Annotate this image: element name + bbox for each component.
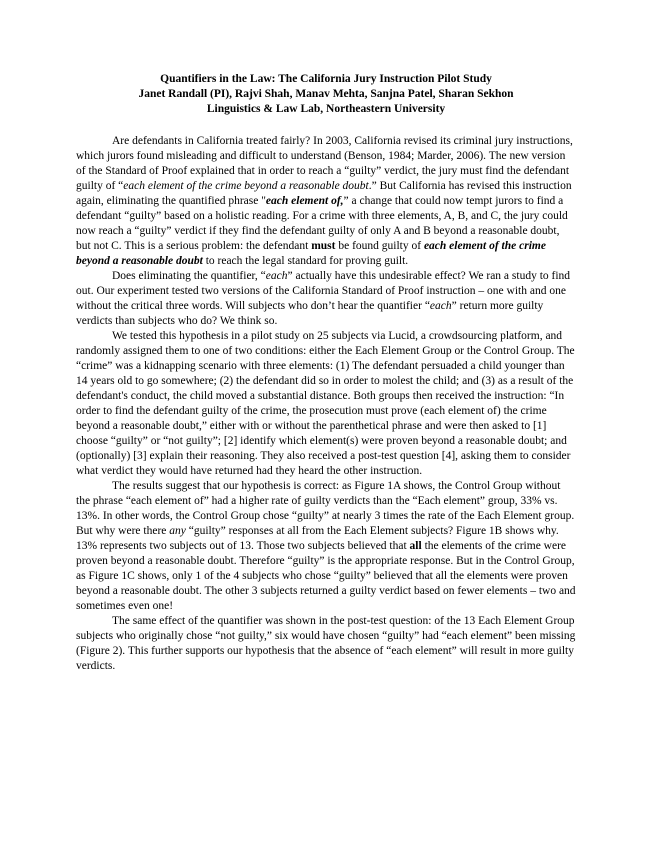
text-segment: We tested this hypothesis in a pilot study on 25 subjects via Lucid, a crowdsourcing platform, and randomly assigned them to one of two conditions: either the Each Element Group or the Control Group. The “crime” was a kidnapping scenario with three elements: (1) The defendant persuaded a child younger than 14 years old to go somewhere; (2) the defendant did so in order to molest the child; and (3) as a result of the defendant's conduct, the child moved a substantial distance. Both groups then received the instruction: “In order to find the defendant guilty of the crime, the prosecution must prove (each element of) the crime beyond a reasonable doubt,” either with or without the parenthetical phrase and were then asked to [1] choose “guilty” or “not guilty”; [2] identify which element(s) were proven beyond a reasonable doubt; and (optionally) [3] explain their reasoning. They also received a post-test question [4], asking them to consider what verdict they would have returned had they heard the other instruction. [76, 330, 575, 477]
text-segment: be found guilty of [335, 240, 424, 252]
text-segment: each [429, 300, 452, 312]
text-segment: any [169, 525, 186, 537]
paper-title: Quantifiers in the Law: The California Jury Instruction Pilot Study [160, 73, 492, 85]
text-segment: each element of the crime beyond a reasonable doubt [123, 180, 369, 192]
paragraph [76, 329, 576, 479]
text-segment: The results suggest that our hypothesis is correct: as Figure 1A shows, the Control Group without the phrase “each element of” had a higher rate of guilty verdicts than the “Each element” group, 33% vs. 13%. In other words, the Control Group chose “guilty” at nearly 3 times the rate of the Each Element group. But why were there [76, 480, 575, 537]
text-segment: ” return more guilty verdicts than subjects who do? We think so. [76, 300, 544, 327]
text-segment: .” But California has revised this instruction again, eliminating the quantified phrase " [76, 180, 572, 207]
text-segment: all [409, 540, 422, 552]
text-segment: ” actually have this undesirable effect? We ran a study to find out. Our experiment tested two versions of the California Standard of Proof instruction – one with and one without the critical three words. Will subjects who don’t hear the quantifier “ [76, 270, 571, 312]
paragraph [76, 614, 576, 674]
paper-header [76, 72, 576, 117]
text-segment: to reach the legal standard for proving guilt. [202, 255, 409, 267]
text-segment: each element of, [265, 195, 344, 207]
paper-body [76, 134, 576, 674]
text-segment: Are defendants in California treated fairly? In 2003, California revised its criminal jury instructions, which jurors found misleading and difficult to understand (Benson, 1984; Marder, 2006). The new version of the Standard of Proof explained that in order to reach a “guilty” verdict, the jury must find the defendant guilty of “ [76, 135, 573, 192]
paragraph [76, 269, 576, 329]
text-segment: each element of the crime beyond a reasonable doubt [76, 240, 546, 267]
text-segment: each [265, 270, 288, 282]
paper-authors: Janet Randall (PI), Rajvi Shah, Manav Mehta, Sanjna Patel, Sharan Sekhon [138, 88, 514, 100]
text-segment: “guilty” responses at all from the Each Element subjects? Figure 1B shows why. 13% represents two subjects out of 13. Those two subjects believed that [76, 525, 559, 552]
paragraph [76, 134, 576, 269]
text-segment: the elements of the crime were proven beyond a reasonable doubt. Therefore “guilty” is the appropriate response. But in the Control Group, as Figure 1C shows, only 1 of the 4 subjects who chose “guilty” believed that all the elements were proven beyond a reasonable doubt. The other 3 subjects returned a guilty verdict based on fewer elements – two and sometimes even one! [76, 540, 576, 612]
text-segment: must [311, 240, 336, 252]
text-segment: Does eliminating the quantifier, “ [112, 270, 266, 282]
text-segment: ” a change that could now tempt jurors to find a defendant “guilty” based on a holistic reading. For a crime with three elements, A, B, and C, the jury could now reach a “guilty” verdict if they find the defendant guilty of only A and B beyond a reasonable doubt, but not C. This is a serious problem: the defendant [76, 195, 568, 252]
text-segment: The same effect of the quantifier was shown in the post-test question: of the 13 Each Element Group subjects who originally chose “not guilty,” six would have chosen “guilty” had “each element” been missing (Figure 2). This further supports our hypothesis that the absence of “each element” will result in more guilty verdicts. [76, 615, 576, 672]
paragraph [76, 479, 576, 614]
paper-affiliation: Linguistics & Law Lab, Northeastern University [206, 103, 446, 115]
